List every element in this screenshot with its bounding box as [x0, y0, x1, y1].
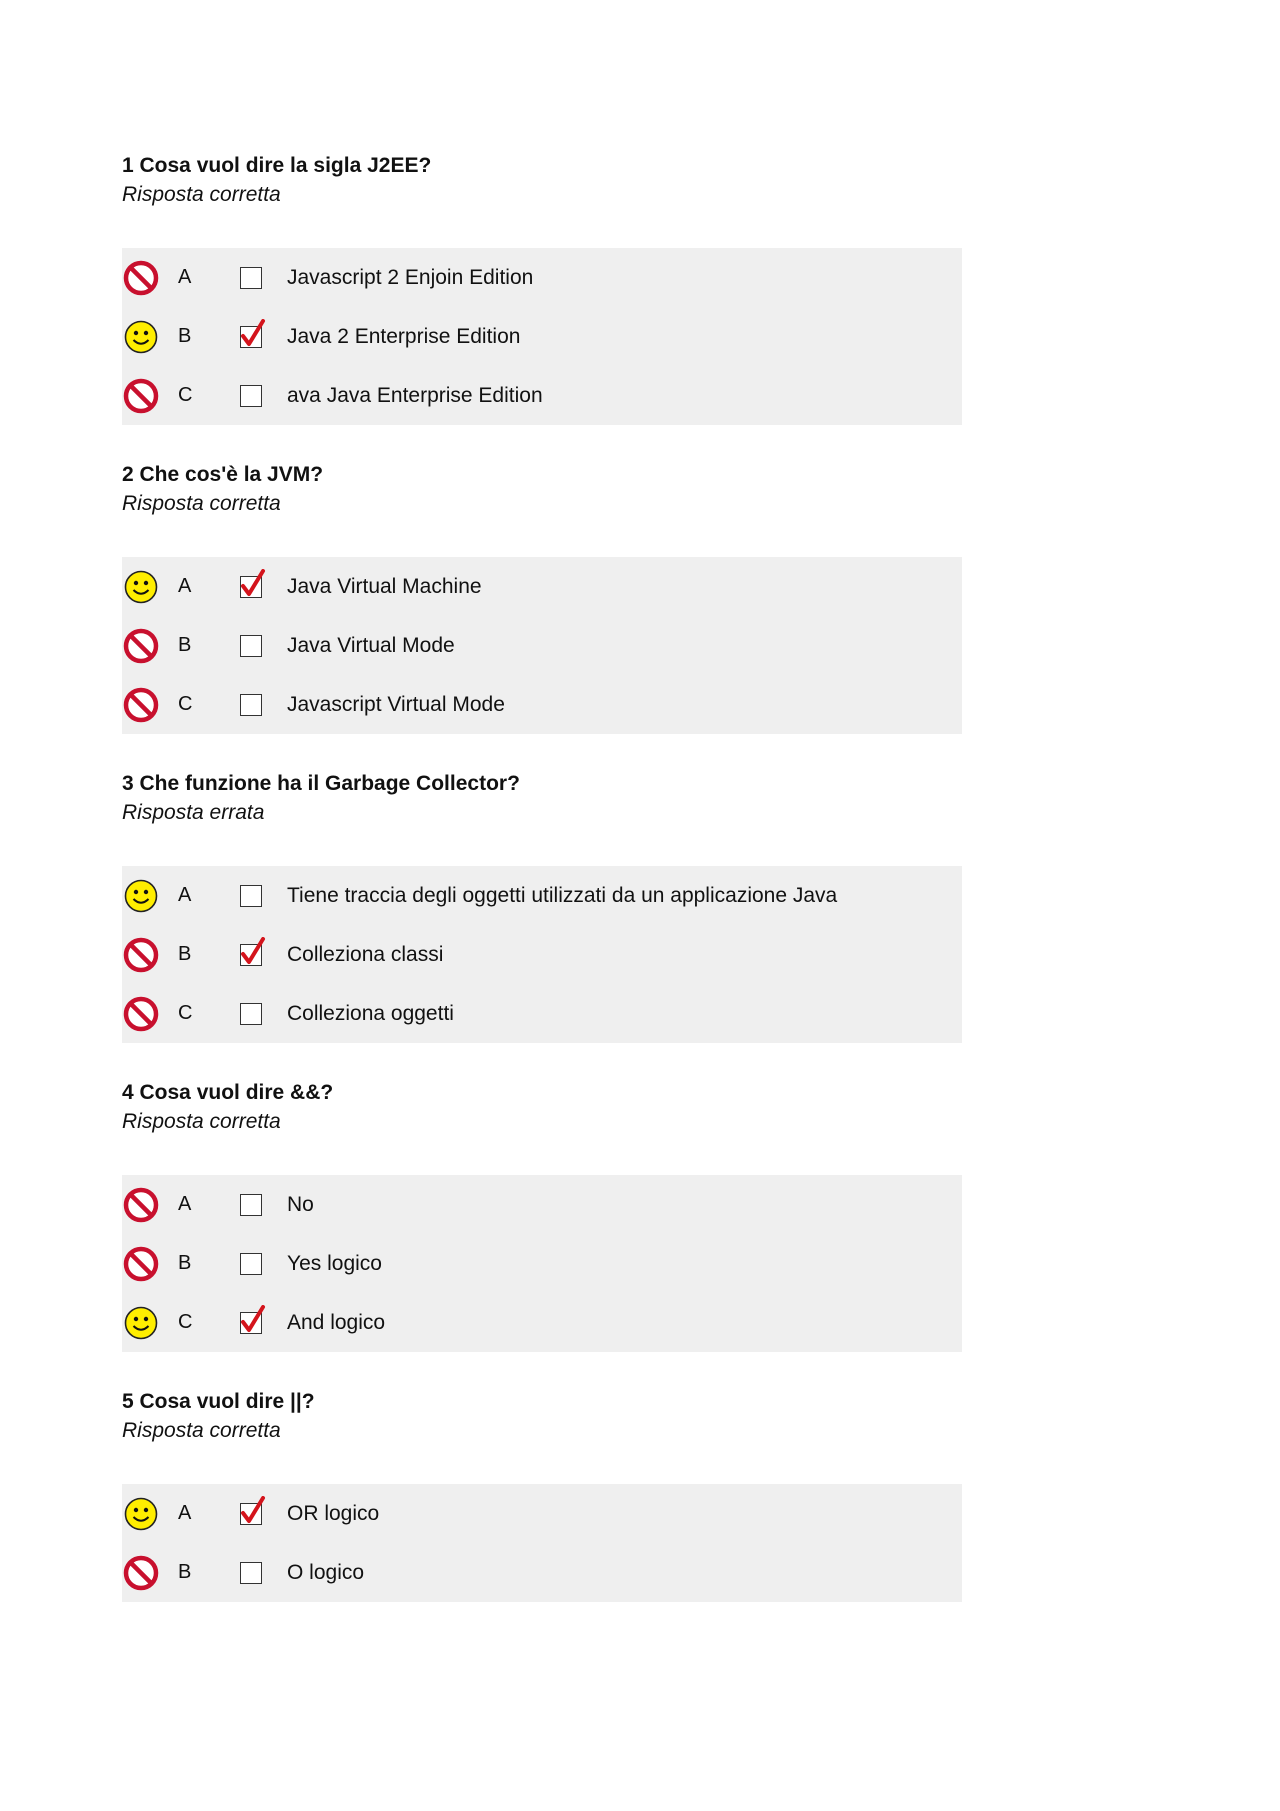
- answer-letter: A: [178, 1193, 192, 1215]
- answer-checkbox[interactable]: [240, 1312, 262, 1334]
- answer-status: Risposta corretta: [122, 183, 281, 206]
- no-entry-icon: [122, 377, 160, 415]
- answer-option: [122, 616, 962, 675]
- answer-letter: A: [178, 884, 192, 906]
- question-title: 2 Che cos'è la JVM?: [122, 463, 324, 486]
- question-title: 5 Cosa vuol dire ||?: [122, 1390, 315, 1413]
- answer-status: Risposta corretta: [122, 1110, 281, 1133]
- answer-letter: C: [178, 1311, 193, 1333]
- answer-text: Java Virtual Machine: [287, 574, 482, 598]
- answer-option: [122, 248, 962, 307]
- answer-options: [122, 1175, 962, 1352]
- answer-options: [122, 557, 962, 734]
- smiley-icon: [122, 1495, 160, 1533]
- answer-text: Yes logico: [287, 1251, 382, 1275]
- answer-option: [122, 366, 962, 425]
- answer-option: [122, 1175, 962, 1234]
- answer-option: [122, 1293, 962, 1352]
- answer-letter: A: [178, 266, 192, 288]
- answer-letter: C: [178, 1002, 193, 1024]
- answer-text: Javascript 2 Enjoin Edition: [287, 265, 534, 289]
- answer-option: [122, 984, 962, 1043]
- answer-option: [122, 557, 962, 616]
- answer-checkbox[interactable]: [240, 885, 262, 907]
- answer-status: Risposta errata: [122, 801, 265, 824]
- answer-text: Colleziona oggetti: [287, 1001, 454, 1025]
- answer-option: [122, 1543, 962, 1602]
- question-title: 1 Cosa vuol dire la sigla J2EE?: [122, 154, 432, 177]
- answer-text: Java 2 Enterprise Edition: [287, 324, 521, 348]
- answer-status: Risposta corretta: [122, 1419, 281, 1442]
- answer-text: ava Java Enterprise Edition: [287, 383, 543, 407]
- answer-checkbox[interactable]: [240, 1503, 262, 1525]
- answer-letter: B: [178, 943, 192, 965]
- answer-letter: A: [178, 575, 192, 597]
- no-entry-icon: [122, 1245, 160, 1283]
- question-1: [122, 152, 962, 425]
- smiley-icon: [122, 877, 160, 915]
- answer-letter: A: [178, 1502, 192, 1524]
- answer-text: Tiene traccia degli oggetti utilizzati da un applicazione Java: [287, 883, 838, 907]
- answer-checkbox[interactable]: [240, 267, 262, 289]
- answer-text: Java Virtual Mode: [287, 633, 455, 657]
- answer-checkbox[interactable]: [240, 385, 262, 407]
- answer-text: Javascript Virtual Mode: [287, 692, 505, 716]
- no-entry-icon: [122, 686, 160, 724]
- answer-option: [122, 1234, 962, 1293]
- answer-text: Colleziona classi: [287, 942, 444, 966]
- answer-status: Risposta corretta: [122, 492, 281, 515]
- answer-letter: C: [178, 384, 193, 406]
- no-entry-icon: [122, 995, 160, 1033]
- smiley-icon: [122, 1304, 160, 1342]
- answer-text: And logico: [287, 1310, 386, 1334]
- question-3: [122, 770, 962, 1043]
- answer-checkbox[interactable]: [240, 635, 262, 657]
- question-title: 4 Cosa vuol dire &&?: [122, 1081, 334, 1104]
- answer-option: [122, 1484, 962, 1543]
- answer-options: [122, 248, 962, 425]
- no-entry-icon: [122, 259, 160, 297]
- question-2: [122, 461, 962, 734]
- answer-letter: B: [178, 1252, 192, 1274]
- answer-checkbox[interactable]: [240, 576, 262, 598]
- answer-checkbox[interactable]: [240, 326, 262, 348]
- answer-checkbox[interactable]: [240, 944, 262, 966]
- no-entry-icon: [122, 1186, 160, 1224]
- answer-checkbox[interactable]: [240, 1003, 262, 1025]
- answer-checkbox[interactable]: [240, 1253, 262, 1275]
- question-5: [122, 1388, 962, 1602]
- answer-options: [122, 1484, 962, 1602]
- no-entry-icon: [122, 936, 160, 974]
- answer-letter: C: [178, 693, 193, 715]
- smiley-icon: [122, 318, 160, 356]
- answer-option: [122, 925, 962, 984]
- answer-text: O logico: [287, 1560, 365, 1584]
- answer-option: [122, 307, 962, 366]
- no-entry-icon: [122, 1554, 160, 1592]
- quiz-results: [122, 152, 962, 1638]
- answer-option: [122, 866, 962, 925]
- answer-letter: B: [178, 1561, 192, 1583]
- answer-letter: B: [178, 634, 192, 656]
- answer-option: [122, 675, 962, 734]
- answer-checkbox[interactable]: [240, 1562, 262, 1584]
- answer-checkbox[interactable]: [240, 694, 262, 716]
- smiley-icon: [122, 568, 160, 606]
- answer-checkbox[interactable]: [240, 1194, 262, 1216]
- answer-text: OR logico: [287, 1501, 380, 1525]
- answer-options: [122, 866, 962, 1043]
- no-entry-icon: [122, 627, 160, 665]
- question-title: 3 Che funzione ha il Garbage Collector?: [122, 772, 520, 795]
- answer-text: No: [287, 1192, 314, 1216]
- answer-letter: B: [178, 325, 192, 347]
- question-4: [122, 1079, 962, 1352]
